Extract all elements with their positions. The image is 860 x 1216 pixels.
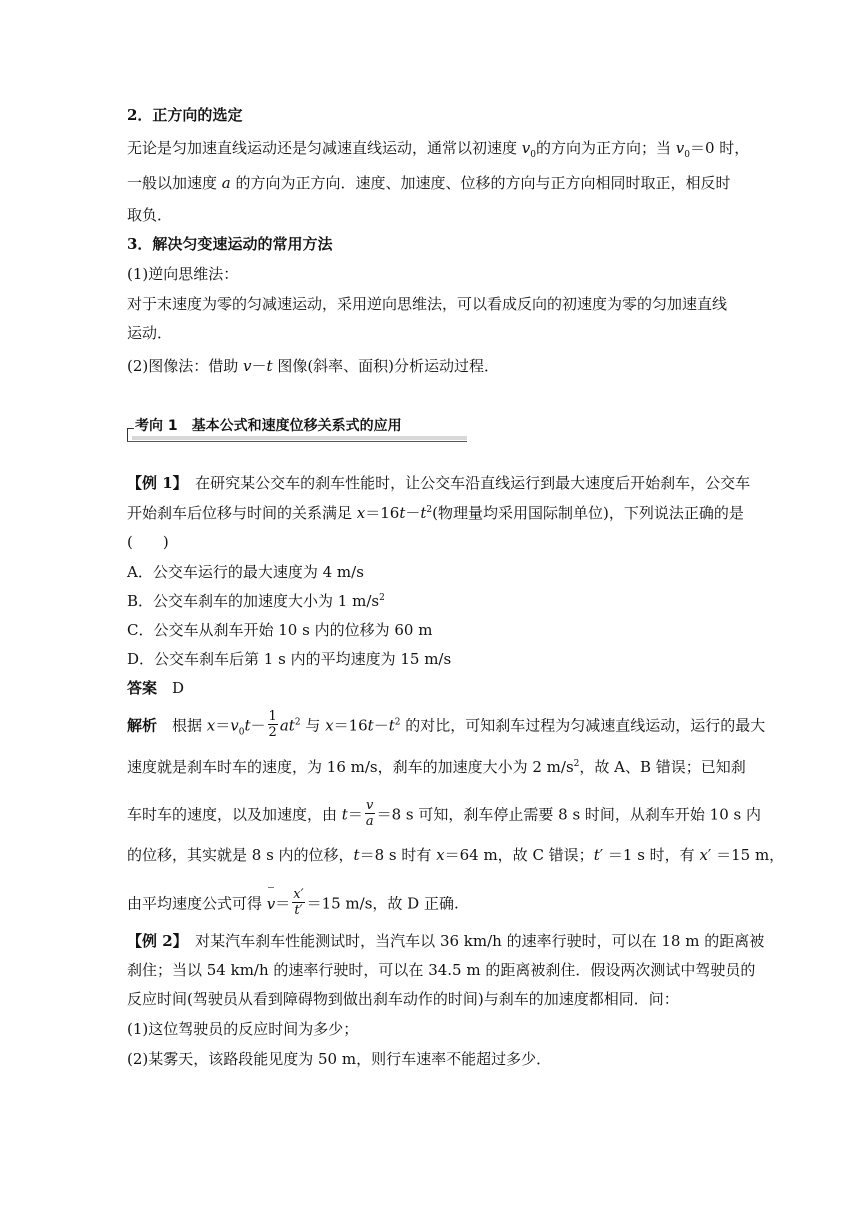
option-c: C．公交车从刹车开始 10 s 内的位移为 60 m bbox=[127, 621, 433, 639]
explanation-line: 由平均速度公式可得 v＝ $\frac{x'}{t'}$ ＝15 m/s，故 D 正确. bbox=[127, 887, 459, 918]
banner-corner bbox=[127, 428, 134, 441]
method-1-heading: (1)逆向思维法： bbox=[127, 265, 239, 283]
answer-label: 答案 bbox=[127, 679, 158, 697]
fraction: $\frac{1}{2}$ bbox=[268, 709, 277, 740]
section-banner bbox=[127, 414, 467, 442]
option-d: D．公交车刹车后第 1 s 内的平均速度为 15 m/s bbox=[127, 650, 452, 668]
banner-underline bbox=[127, 441, 467, 442]
example-2-line: 反应时间(驾驶员从看到障碍物到做出刹车动作的时间)与刹车的加速度都相同．问： bbox=[127, 990, 679, 1008]
example-1-line: 开始刹车后位移与时间的关系满足 $x=16t-t^2$(物理量均采用国际制单位)，下列说法正确的是 bbox=[127, 504, 744, 522]
paragraph-line: 取负． bbox=[127, 206, 173, 224]
explanation-line: 车时车的速度，以及加速度，由 t＝ $\frac{v}{a}$ ＝8 s 可知，刹车停止需要 8 s 时间，从刹车开始 10 s 内 bbox=[127, 798, 762, 829]
banner-shade bbox=[132, 436, 467, 440]
explanation-line: 速度就是刹车时车的速度，为 16 m/s，刹车的加速度大小为 2 $m/s^2$，故 A、B 错误；已知刹 bbox=[127, 758, 746, 776]
option-b: B．公交车刹车的加速度大小为 1 $m/s^2$ bbox=[127, 592, 385, 610]
section-title: 考向 1 基本公式和速度位移关系式的应用 bbox=[135, 418, 402, 434]
question-1: (1)这位驾驶员的反应时间为多少； bbox=[127, 1020, 359, 1038]
question-2: (2)某雾天，该路段能见度为 50 m，则行车速率不能超过多少． bbox=[127, 1050, 552, 1068]
paragraph-line: 运动． bbox=[127, 324, 173, 342]
fraction: $\frac{v}{a}$ bbox=[365, 798, 374, 829]
explanation-line: 解析 根据 $x=v_0t-$ $\frac{1}{2}$ $at^2$ 与 $x=16t-t^2$ 的对比，可知刹车过程为匀减速直线运动，运行的最大 bbox=[127, 709, 766, 740]
explanation-label: 解析 bbox=[127, 716, 158, 735]
explanation-line: 的位移，其实就是 8 s 内的位移，t＝8 s 时有 x＝64 m，故 C 错误；t′ ＝1 s 时，有 x′ ＝15 m， bbox=[127, 846, 785, 864]
heading-direction: 2．正方向的选定 bbox=[127, 106, 243, 124]
example-2-line: 【例 2】 对某汽车刹车性能测试时，当汽车以 36 km/h 的速率行驶时，可以在 18 m 的距离被 bbox=[127, 932, 765, 950]
example-1-tag: 【例 1】 bbox=[127, 474, 181, 492]
mean-velocity-symbol: v bbox=[266, 894, 276, 913]
example-2-tag: 【例 2】 bbox=[127, 932, 181, 950]
fraction: $\frac{x'}{t'}$ bbox=[293, 887, 304, 918]
method-2-line: (2)图像法：借助 v－t 图像(斜率、面积)分析运动过程． bbox=[127, 357, 500, 375]
example-1-line: 【例 1】 在研究某公交车的刹车性能时，让公交车沿直线运行到最大速度后开始刹车，公交车 bbox=[127, 474, 751, 492]
paragraph-line: 一般以加速度 a 的方向为正方向．速度、加速度、位移的方向与正方向相同时取正，相反时 bbox=[127, 174, 731, 192]
answer-blank: ( ) bbox=[127, 533, 169, 551]
paragraph-line: 对于末速度为零的匀减速运动，采用逆向思维法，可以看成反向的初速度为零的匀加速直线 bbox=[127, 295, 728, 313]
option-a: A．公交车运行的最大速度为 4 m/s bbox=[127, 563, 364, 581]
paragraph-line: 无论是匀加速直线运动还是匀减速直线运动，通常以初速度 $v_0$的方向为正方向；当 $v_0=0$ 时， bbox=[127, 139, 750, 160]
answer-line: 答案 D bbox=[127, 679, 185, 697]
example-2-line: 刹住；当以 54 km/h 的速率行驶时，可以在 34.5 m 的距离被刹住．假设两次测试中驾驶员的 bbox=[127, 961, 756, 979]
heading-methods: 3．解决匀变速运动的常用方法 bbox=[127, 235, 333, 253]
